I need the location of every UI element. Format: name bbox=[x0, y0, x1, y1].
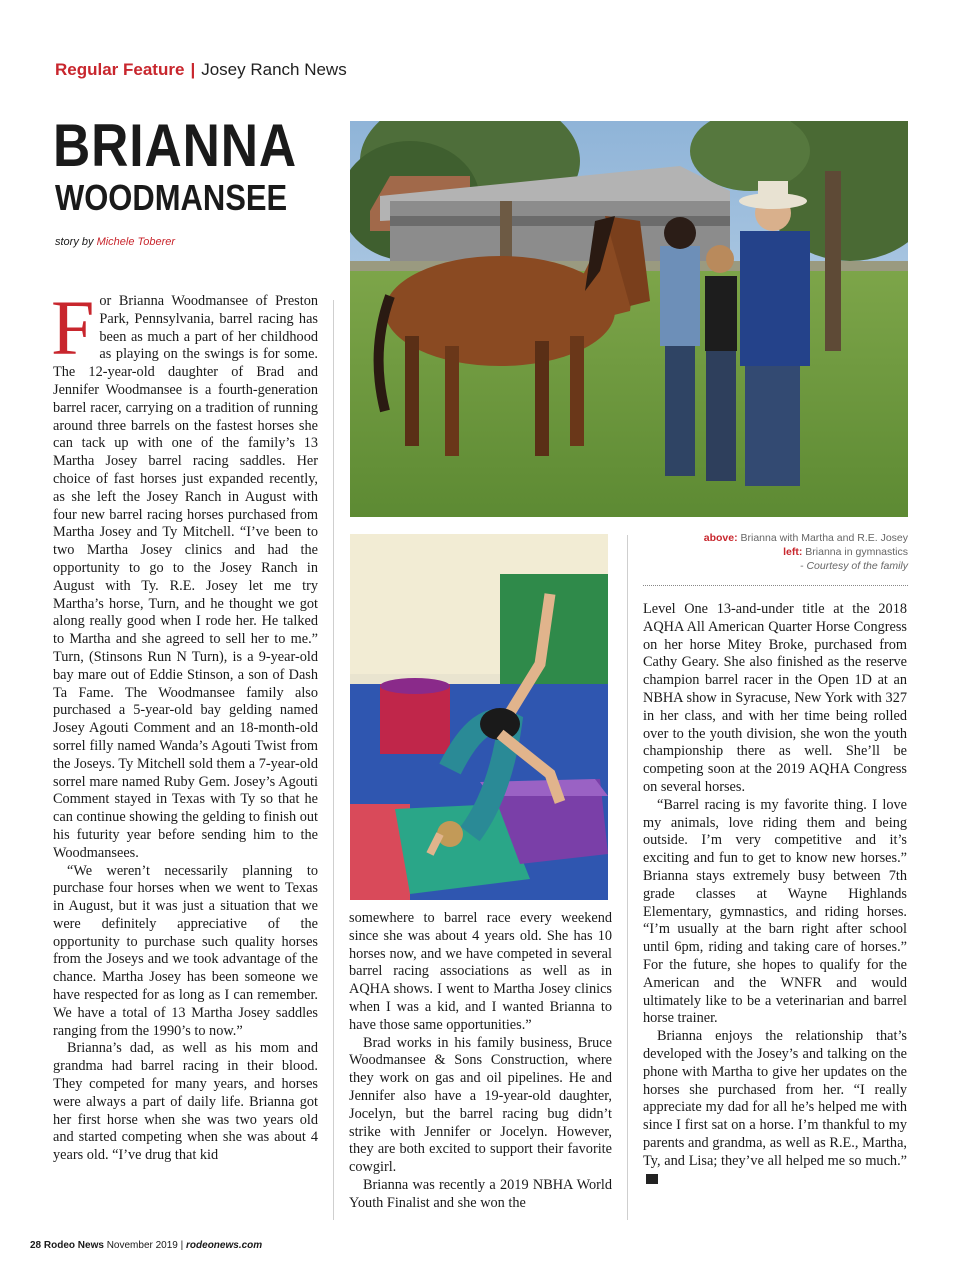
caption-divider bbox=[643, 585, 908, 586]
paragraph: “We weren’t necessarily planning to purchase four horses when we went to Texas in August, but it was just a situation that we were definitely appreciative of the opportunity to purchase such quality horses from the Joseys and we took advantage of the chance. Martha Josey has been someone we have respected for as long as I can remember. We have a total of 13 Martha Josey saddles ranging from the 1990’s to now.” bbox=[53, 862, 318, 1039]
paragraph: Brad works in his family business, Bruce Woodmansee & Sons Construction, where they work on gas and oil pipelines. He and Jennifer also have a 19-year-old daughter, Jocelyn, but the barrel racing bug didn’t strike with Jennifer or Jocelyn. However, they are both excited to support their favorite cowgirl. bbox=[349, 1034, 612, 1176]
caption-above bbox=[620, 531, 908, 545]
photo-credit: - Courtesy of the family bbox=[800, 560, 908, 572]
paragraph: somewhere to barrel race every weekend since she was about 4 years old. She has 10 horses now, and we have competed in several barrel racing associations as well as in AQHA shows. I went to Martha Josey clinics when I was a kid, and I wanted Brianna to have those same opportunities.” bbox=[349, 910, 612, 1033]
column-rule-2 bbox=[627, 535, 628, 1220]
main-photo bbox=[350, 121, 908, 517]
paragraph-text: or Brianna Woodmansee of Preston Park, Pennsylvania, barrel racing has been as much a part of her childhood as playing on the swings is for some. The 12-year-old daughter of Brad and Jennifer Woodmansee is a fourth-generation barrel racer, carrying on a tradition of running around three barrels on the fastest horses she can tack up with one of the family’s 13 Martha Josey barrel racing saddles. Her choice of fast horses just expanded recently, as she left the Josey Ranch in August with four new barrel racing horses purchased from Martha Josey and Ty Mitchell. “I’ve been to two Martha Josey clinics and had the opportunity to go to the Josey Ranch in August with Ty. R.E. Josey let me try Martha’s horse, Turn, and he thought we got along really good when I rode her. He talked to Martha and she agreed to sell her to me.” Turn, (Stinsons Run N Turn), is a 9-year-old bay mare out of Eddie Stinson, a son of Dash Ta Fame. The Woodmansee family also purchased a 5-year-old bay gelding named Josey Agouti Comment and an 18-month-old sorrel filly named Wanda’s Agouti Twist from the Joseys. Ty Mitchell sold them a 7-year-old sorrel mare named Ruby Gem. Josey’s Agouti Comment stayed in Texas with Ty so that he can continue showing the gelding to finish out his futurity year before sending him to the Woodmansees. bbox=[53, 293, 318, 861]
magazine-name: Rodeo News bbox=[43, 1240, 104, 1251]
article-title-line1: BRIANNA bbox=[53, 112, 297, 179]
section-label: Josey Ranch News bbox=[201, 60, 347, 79]
page-number: 28 bbox=[30, 1240, 42, 1251]
gymnastics-photo-illustration bbox=[350, 534, 608, 900]
byline bbox=[55, 236, 175, 248]
paragraph-text: Brianna enjoys the relationship that’s developed with the Josey’s and talking on the phone with Martha to give her updates on the horses she purchased from her. “I really appreciate my dad for all he’s helped me with since I first sat on a horse. I’m thankful to my parents and grandma, as well as R.E., Martha, Ty, and Lisa; they’ve all helped me so much.” bbox=[643, 1028, 907, 1169]
byline-author: Michele Toberer bbox=[96, 236, 176, 248]
header-separator: | bbox=[190, 60, 196, 79]
caption-left-label: left: bbox=[783, 546, 803, 558]
paragraph: Brianna’s dad, as well as his mom and grandma had barrel racing in their blood. They competed for many years, and horses were always a part of daily life. Brianna got her first horse when she was two years old and started competing when she was about 4 years old. “I’ve drug that kid bbox=[53, 1040, 318, 1164]
article-column-1 bbox=[51, 284, 318, 1165]
caption-above-text: Brianna with Martha and R.E. Josey bbox=[740, 532, 908, 544]
column-rule-1 bbox=[333, 300, 334, 1220]
paragraph: Brianna was recently a 2019 NBHA World Youth Finalist and she won the bbox=[349, 1176, 612, 1211]
caption-left bbox=[620, 545, 908, 559]
paragraph: Level One 13-and-under title at the 2018 AQHA All American Quarter Horse Congress on her horse Mitey Broke, purchased from Cathy Geary. She also finished as the reserve champion barrel racer in the Open 1D at an NBHA show in Syracuse, New York with 327 in her class, and with her time being rolled over to the youth division, she won the youth championship there as well. She’ll be competing soon at the 2019 AQHA Congress on several horses. bbox=[643, 601, 907, 795]
article-title-line2: WOODMANSEE bbox=[55, 177, 288, 218]
paragraph bbox=[643, 1028, 907, 1188]
ranch-photo-illustration bbox=[350, 121, 908, 517]
photo-captions bbox=[620, 531, 908, 573]
article-column-2 bbox=[349, 910, 612, 1213]
gymnastics-photo bbox=[350, 534, 608, 900]
byline-prefix: story by bbox=[55, 236, 94, 248]
end-mark-icon bbox=[646, 1174, 658, 1184]
caption-above-label: above: bbox=[703, 532, 738, 544]
website-link[interactable]: rodeonews.com bbox=[186, 1240, 263, 1251]
paragraph: “Barrel racing is my favorite thing. I love my animals, love riding them and being outside. I’m very competitive and it’s exciting and fun to get to know new horses.” Brianna stays extremely busy between 7th grade classes at Wayne Highlands Elementary, gymnastics, and riding horses. “I’m usually at the barn right after school until 6pm, riding and taking care of horses.” For the future, she hopes to qualify for the American and the WNFR and would ultimately like to be a veterinarian and barrel horse trainer. bbox=[643, 796, 907, 1027]
issue-date: November 2019 bbox=[106, 1240, 178, 1251]
article-column-3 bbox=[643, 601, 907, 1188]
page-footer bbox=[30, 1240, 262, 1251]
feature-label: Regular Feature bbox=[55, 60, 185, 79]
drop-cap: F bbox=[51, 284, 95, 371]
caption-left-text: Brianna in gymnastics bbox=[805, 546, 908, 558]
footer-separator: | bbox=[180, 1240, 184, 1251]
paragraph bbox=[51, 284, 318, 863]
section-header bbox=[55, 60, 347, 80]
